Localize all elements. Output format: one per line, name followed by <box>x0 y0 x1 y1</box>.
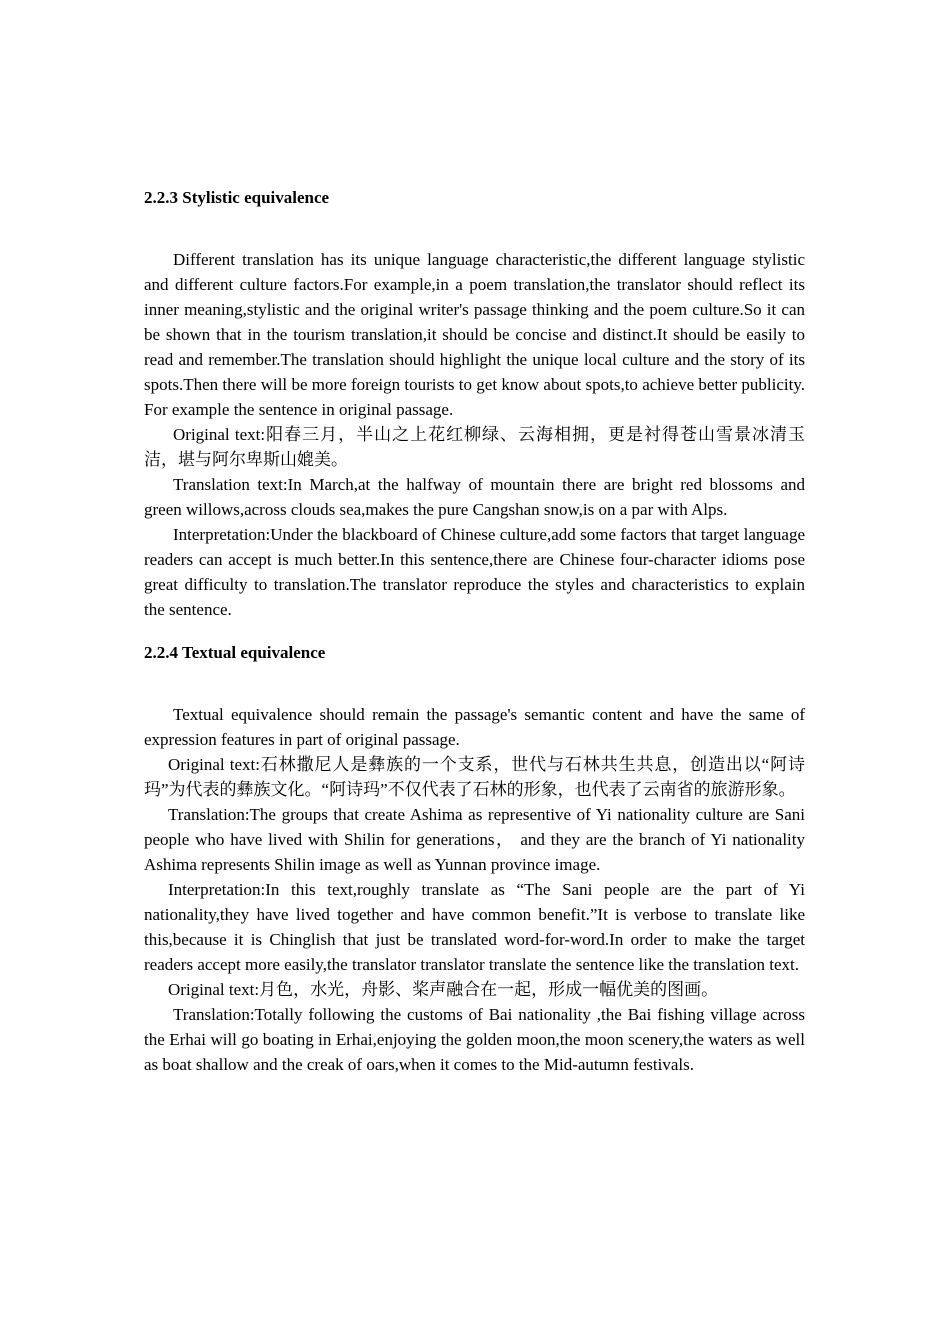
section-heading-stylistic-equivalence: 2.2.3 Stylistic equivalence <box>144 188 330 207</box>
document-page <box>144 186 805 1077</box>
paragraph-stylistic-intro: Different translation has its unique language characteristic,the different language stylistic and different culture factors.For example,in a poem translation,the translator should reflect its inner meaning,stylistic and the original writer's passage thinking and the poem culture.So it can be shown that in the tourism translation,it should be concise and distinct.It should be easily to read and remember.The translation should highlight the unique local culture and the story of its spots.Then there will be more foreign tourists to get know about spots,to achieve better publicity. For example the sentence in original passage. <box>144 250 805 419</box>
paragraph-original-text-2: Original text:石林撒尼人是彝族的一个支系，世代与石林共生共息，创造出以“阿诗玛”为代表的彝族文化。“阿诗玛”不仅代表了石林的形象，也代表了云南省的旅游形象。 <box>144 755 805 799</box>
paragraph-original-text-1: Original text:阳春三月，半山之上花红柳绿、云海相拥，更是衬得苍山雪景冰清玉洁，堪与阿尔卑斯山媲美。 <box>144 425 805 469</box>
paragraph-textual-intro: Textual equivalence should remain the passage's semantic content and have the same of expression features in part of original passage. <box>144 705 805 749</box>
paragraph-translation-2: Translation:The groups that create Ashima as representive of Yi nationality culture are Sani people who have lived with Shilin for generations， and they are the branch of Yi nationality Ashima represents Shilin image as well as Yunnan province image. <box>144 805 805 874</box>
paragraph-interpretation-1: Interpretation:Under the blackboard of Chinese culture,add some factors that target language readers can accept is much better.In this sentence,there are Chinese four-character idioms pose great difficulty to translation.The translator reproduce the styles and characteristics to explain the sentence. <box>144 525 805 619</box>
paragraph-translation-3: Translation:Totally following the customs of Bai nationality ,the Bai fishing village across the Erhai will go boating in Erhai,enjoying the golden moon,the moon scenery,the waters as well as boat shallow and the creak of oars,when it comes to the Mid-autumn festivals. <box>144 1005 805 1074</box>
paragraph-original-text-3: Original text:月色，水光，舟影、桨声融合在一起，形成一幅优美的图画。 <box>168 980 719 999</box>
paragraph-interpretation-2: Interpretation:In this text,roughly translate as “The Sani people are the part of Yi nationality,they have lived together and have common benefit.”It is verbose to translate like this,because it is Chinglish that just be translated word-for-word.In order to make the target readers accept more easily,the translator translator translate the sentence like the translation text. <box>144 880 805 974</box>
section-heading-textual-equivalence: 2.2.4 Textual equivalence <box>144 643 326 662</box>
paragraph-translation-text-1: Translation text:In March,at the halfway of mountain there are bright red blossoms and green willows,across clouds sea,makes the pure Cangshan snow,is on a par with Alps. <box>144 475 805 519</box>
